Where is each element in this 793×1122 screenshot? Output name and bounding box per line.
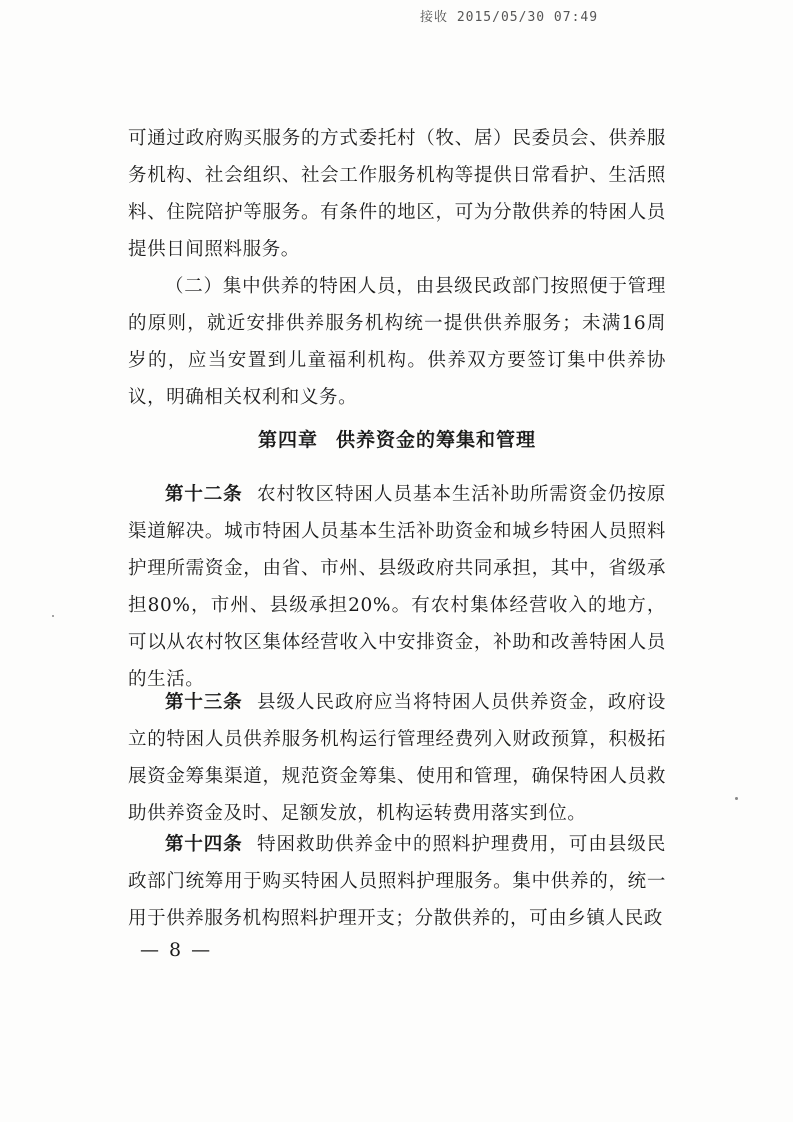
scan-speck — [735, 797, 738, 800]
chapter-title: 供养资金的筹集和管理 — [336, 429, 537, 451]
paragraph-centralized-support: （二）集中供养的特困人员，由县级民政部门按照便于管理的原则，就近安排供养服务机构统一提供供养服务；未满16周岁的，应当安置到儿童福利机构。供养双方要签订集中供养协议，明确相关权利和义务。 — [128, 276, 666, 408]
article-14 — [128, 826, 666, 937]
scan-speck — [52, 615, 54, 617]
paragraph-care-services: 可通过政府购买服务的方式委托村（牧、居）民委员会、供养服务机构、社会组织、社会工作服务机构等提供日常看护、生活照料、住院陪护等服务。有条件的地区，可为分散供养的特困人员提供日间照料服务。 — [128, 128, 666, 260]
article-13 — [128, 684, 666, 832]
article-title: 第十二条 — [165, 484, 243, 505]
page-number: — 8 — — [140, 939, 213, 961]
article-title: 第十四条 — [165, 834, 243, 855]
article-text: 县级人民政府应当将特困人员供养资金，政府设立的特困人员供养服务机构运行管理经费列入财政预算，积极拓展资金筹集渠道，规范资金筹集、使用和管理，确保特困人员救助供养资金及时、足额发放，机构运转费用落实到位。 — [128, 692, 666, 824]
fax-receipt-header: 接收 2015/05/30 07:49 — [420, 10, 599, 25]
article-text: 特困救助供养金中的照料护理费用，可由县级民政部门统筹用于购买特困人员照料护理服务。集中供养的，统一用于供养服务机构照料护理开支；分散供养的，可由乡镇人民政 — [128, 834, 666, 929]
article-text: 农村牧区特困人员基本生活补助所需资金仍按原渠道解决。城市特困人员基本生活补助资金和城乡特困人员照料护理所需资金，由省、市州、县级政府共同承担，其中，省级承担80%，市州、县级承担20%。有农村集体经营收入的地方，可以从农村牧区集体经营收入中安排资金，补助和改善特困人员的生活。 — [128, 484, 666, 690]
chapter-number: 第四章 — [257, 429, 318, 451]
article-12 — [128, 476, 666, 698]
article-title: 第十三条 — [165, 692, 243, 713]
chapter-heading — [128, 425, 666, 452]
